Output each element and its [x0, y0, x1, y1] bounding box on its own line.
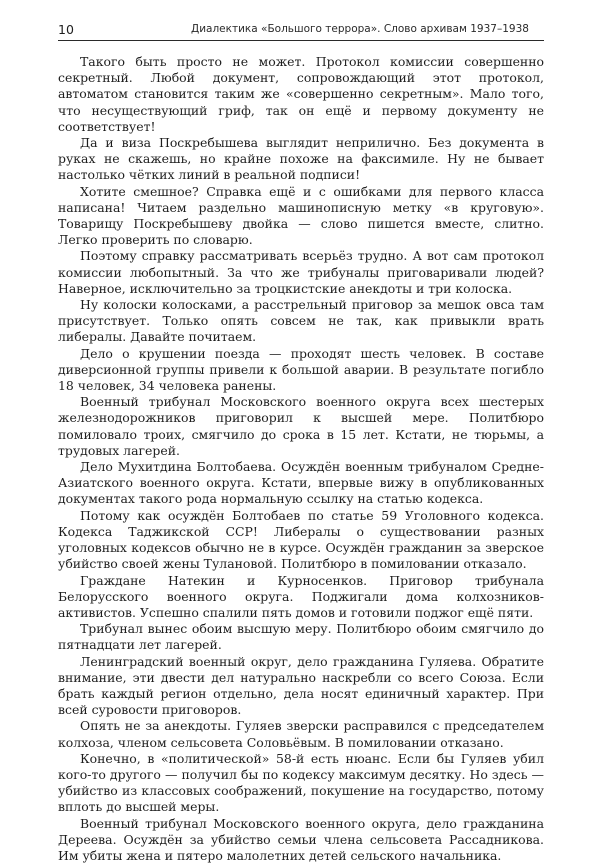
paragraph: Хотите смешное? Справка ещё и с ошибками для первого класса написана! Читаем раздельно машинописную метку «в круговую». Товарищу Поскребышеву двойка — слово пишется вместе, слитно. Легко проверить по словарю. — [58, 183, 544, 248]
paragraph: Военный трибунал Московского военного округа всех шестерых железнодорожников приговорил к высшей мере. Политбюро помиловало троих, смягчило до срока в 15 лет. Кстати, не тюрьмы, а трудовых лагерей. — [58, 394, 544, 458]
paragraph: Дело Мухитдина Болтобаева. Осуждён военным трибуналом Средне-Азиатского военного округа. Кстати, впервые вижу в опубликованных документах такого рода нормальную ссылку на статью кодекса. — [58, 459, 544, 507]
paragraph: Опять не за анекдоты. Гуляев зверски расправился с председателем колхоза, членом сельсовета Соловьёвым. В помиловании отказано. — [58, 718, 544, 750]
paragraph: Потому как осуждён Болтобаев по статье 59 Уголовного кодекса. Кодекса Таджикской ССР! Либералы о существовании разных уголовных кодексов обычно не в курсе. Осуждён гражданин за зверское убийство своей жены Тулановой. Политбюро в помиловании отказало. — [58, 507, 544, 572]
paragraph: Дело о крушении поезда — проходят шесть человек. В составе диверсионной группы привели к большой аварии. В результате погибло 18 человек, 34 человека ранены. — [58, 345, 544, 394]
page-number: 10 — [58, 22, 74, 37]
paragraph: Граждане Натекин и Курносенков. Приговор трибунала Белорусского военного округа. Поджигали дома колхозников-активистов. Успешно спалили пять домов и готовили поджог ещё пяти. — [58, 572, 544, 620]
paragraph: Ну колоски колосками, а расстрельный приговор за мешок овса там присутствует. Только опять совсем не так, как привыкли врать либералы. Давайте почитаем. — [58, 297, 544, 345]
paragraph: Конечно, в «политической» 58-й есть нюанс. Если бы Гуляев убил кого-то другого — получил бы по кодексу максимум десятку. Но здесь — убийство из классовых соображений, покушение на государство, потому вплоть до высшей меры. — [58, 750, 544, 815]
running-title: Диалектика «Большого террора». Слово архивам 1937–1938 — [191, 23, 529, 35]
paragraph: Да и виза Поскребышева выглядит неприлично. Без документа в руках не скажешь, но крайне похоже на факсимиле. Ну не бывает настолько чётких линий в реальной подписи! — [58, 135, 544, 183]
paragraph: Трибунал вынес обоим высшую меру. Политбюро обоим смягчило до пятнадцати лет лагерей. — [58, 621, 544, 653]
paragraph: Ленинградский военный округ, дело гражданина Гуляева. Обратите внимание, эти двести дел натурально наскребли со всего Союза. Если брать каждый регион отдельно, дела носят единичный характер. При всей суровости приговоров. — [58, 653, 544, 718]
body-text — [58, 54, 544, 864]
paragraph: Такого быть просто не может. Протокол комиссии совершенно секретный. Любой документ, сопровождающий этот протокол, автоматом становится таким же «совершенно секретным». Мало того, что несуществующий гриф, так он ещё и первому документу не соответствует! — [58, 54, 544, 134]
page-header — [58, 18, 544, 41]
paragraph: Поэтому справку рассматривать всерьёз трудно. А вот сам протокол комиссии любопытный. За что же трибуналы приговаривали людей? Наверное, исключительно за троцкистские анекдоты и три колоска. — [58, 248, 544, 296]
paragraph: Военный трибунал Московского военного округа, дело гражданина Дереева. Осуждён за убийство семьи члена сельсовета Рассадникова. Им убиты жена и пятеро малолетних детей сельского начальника. — [58, 815, 544, 863]
